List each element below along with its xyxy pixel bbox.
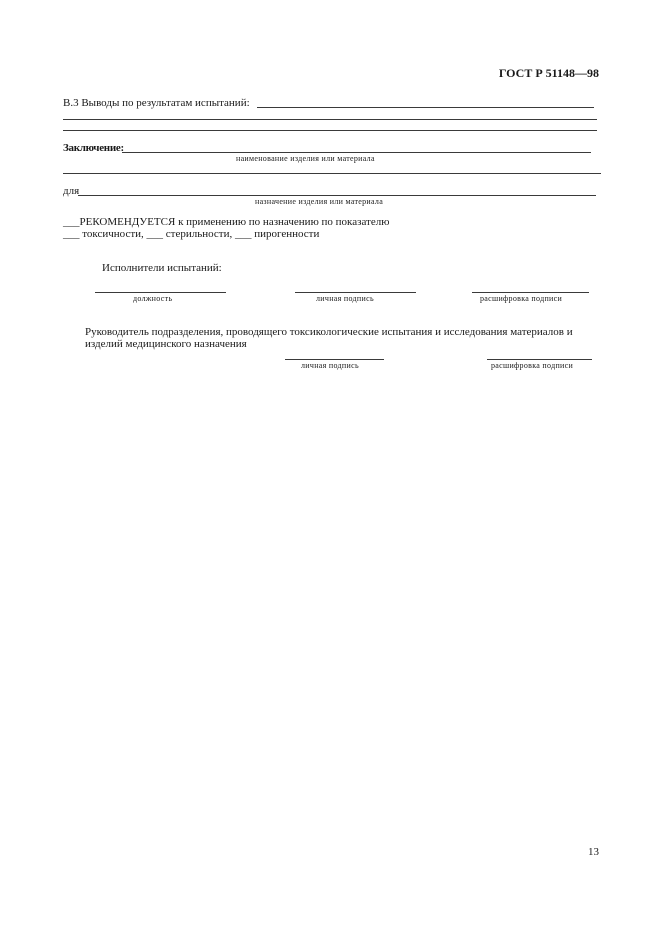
document-standard-number: ГОСТ Р 51148—98 (498, 66, 599, 80)
position-caption: должность (133, 294, 173, 303)
supervisor-signature-line[interactable] (285, 359, 384, 360)
position-line[interactable] (95, 292, 226, 293)
results-line-1[interactable] (257, 107, 594, 108)
name-line[interactable] (472, 292, 589, 293)
recommendation-line-2: ___ токсичности, ___ стерильности, ___ пирогенности (63, 228, 320, 240)
supervisor-name-line[interactable] (487, 359, 592, 360)
supervisor-name-caption: расшифровка подписи (491, 361, 574, 370)
recommendation-line-1: ___РЕКОМЕНДУЕТСЯ к применению по назначению по показателю (63, 216, 390, 228)
for-caption: назначение изделия или материала (255, 197, 384, 206)
page-number: 13 (588, 846, 599, 858)
for-line[interactable] (78, 195, 596, 196)
signature-line[interactable] (295, 292, 416, 293)
results-line-3[interactable] (63, 130, 597, 131)
conclusion-label: Заключение: (63, 142, 124, 154)
conclusion-line-2[interactable] (63, 173, 601, 174)
results-line-2[interactable] (63, 119, 597, 120)
executors-title: Исполнители испытаний: (102, 262, 222, 274)
supervisor-line-2: изделий медицинского назначения (85, 338, 247, 350)
section-label: В.3 Выводы по результатам испытаний: (63, 97, 250, 109)
conclusion-line[interactable] (122, 152, 591, 153)
supervisor-line-1: Руководитель подразделения, проводящего токсикологические испытания и исследования материалов и (85, 326, 573, 338)
conclusion-caption: наименование изделия или материала (236, 154, 375, 163)
signature-caption: личная подпись (316, 294, 374, 303)
name-caption: расшифровка подписи (480, 294, 563, 303)
for-label: для (63, 185, 80, 197)
supervisor-signature-caption: личная подпись (301, 361, 359, 370)
